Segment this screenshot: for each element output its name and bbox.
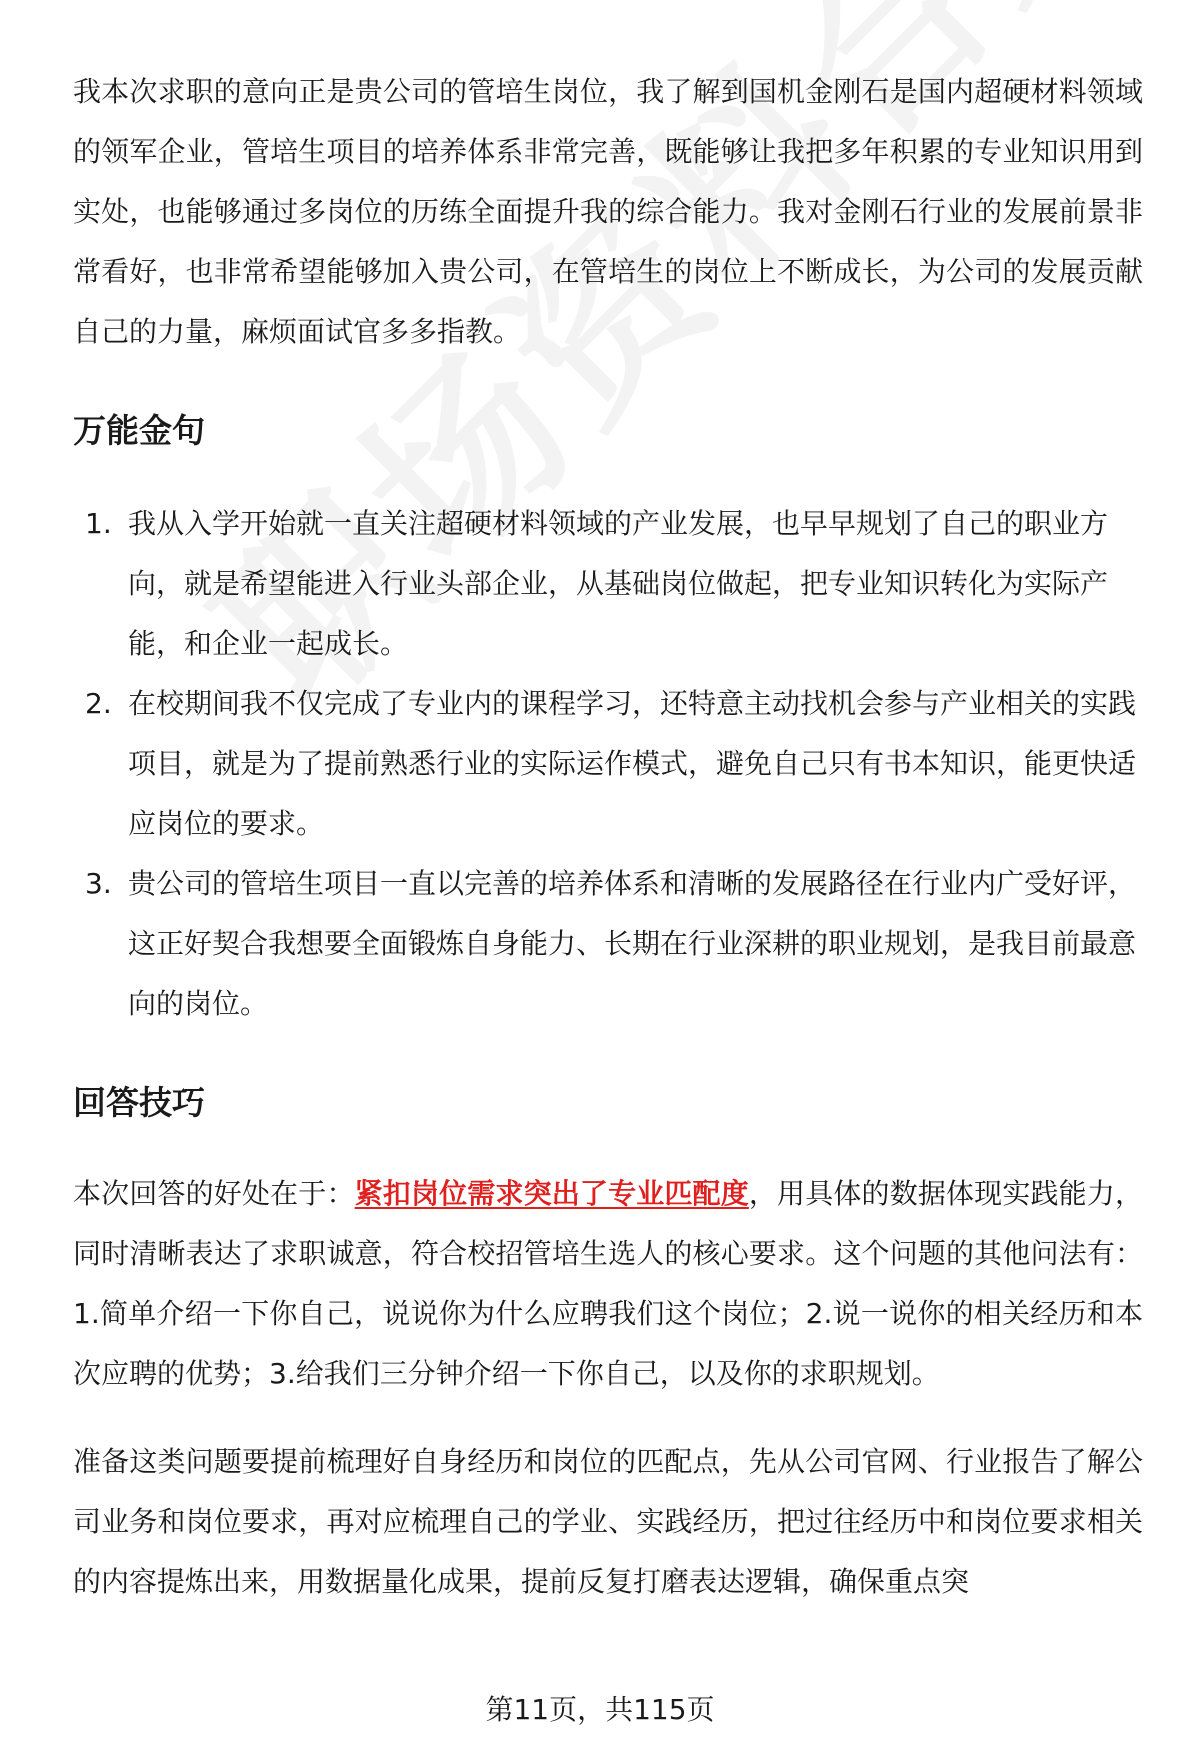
tips-paragraph-2: 准备这类问题要提前梳理好自身经历和岗位的匹配点，先从公司官网、行业报告了解公司业务和岗位要求，再对应梳理自己的学业、实践经历，把过往经历中和岗位要求相关的内容提炼出来，用数据量化成果，提前反复打磨表达逻辑，确保重点突 [73, 1445, 1143, 1598]
list-item [73, 854, 1143, 1034]
list-item-text: 在校期间我不仅完成了专业内的课程学习，还特意主动找机会参与产业相关的实践项目，就是为了提前熟悉行业的实际运作模式，避免自己只有书本知识，能更快适应岗位的要求。 [128, 687, 1137, 840]
tips-prefix: 本次回答的好处在于： [73, 1177, 355, 1210]
list-item-number: 3. [85, 867, 112, 900]
tips-suffix: ，用具体的数据体现实践能力，同时清晰表达了求职诚意，符合校招管培生选人的核心要求。这个问题的其他问法有：1.简单介绍一下你自己，说说你为什么应聘我们这个岗位；2.说一说你的相关经历和本次应聘的优势；3.给我们三分钟介绍一下你自己，以及你的求职规划。 [73, 1177, 1143, 1390]
page-footer: 第11页，共115页 [485, 1693, 715, 1726]
list-item-text: 我从入学开始就一直关注超硬材料领域的产业发展，也早早规划了自己的职业方向，就是希望能进入行业头部企业，从基础岗位做起，把专业知识转化为实际产能，和企业一起成长。 [128, 507, 1109, 660]
list-item [73, 674, 1143, 854]
list-item-number: 2. [85, 687, 112, 720]
tips-paragraph-1 [73, 1164, 1143, 1404]
golden-sentences-list [73, 494, 1143, 1034]
page-content [73, 62, 1143, 1612]
highlighted-phrase: 紧扣岗位需求突出了专业匹配度 [354, 1177, 749, 1210]
list-item [73, 494, 1143, 674]
paragraph-spacer [73, 1404, 1143, 1432]
list-item-text: 贵公司的管培生项目一直以完善的培养体系和清晰的发展路径在行业内广受好评，这正好契合我想要全面锻炼自身能力、长期在行业深耕的职业规划，是我目前最意向的岗位。 [128, 867, 1137, 1020]
list-item-number: 1. [85, 507, 112, 540]
section-heading-golden-sentences: 万能金句 [73, 411, 205, 450]
section-heading-answer-tips: 回答技巧 [73, 1083, 205, 1122]
intro-paragraph: 我本次求职的意向正是贵公司的管培生岗位，我了解到国机金刚石是国内超硬材料领域的领军企业，管培生项目的培养体系非常完善，既能够让我把多年积累的专业知识用到实处，也能够通过多岗位的历练全面提升我的综合能力。我对金刚石行业的发展前景非常看好，也非常希望能够加入贵公司，在管培生的岗位上不断成长，为公司的发展贡献自己的力量，麻烦面试官多多指教。 [73, 75, 1143, 348]
